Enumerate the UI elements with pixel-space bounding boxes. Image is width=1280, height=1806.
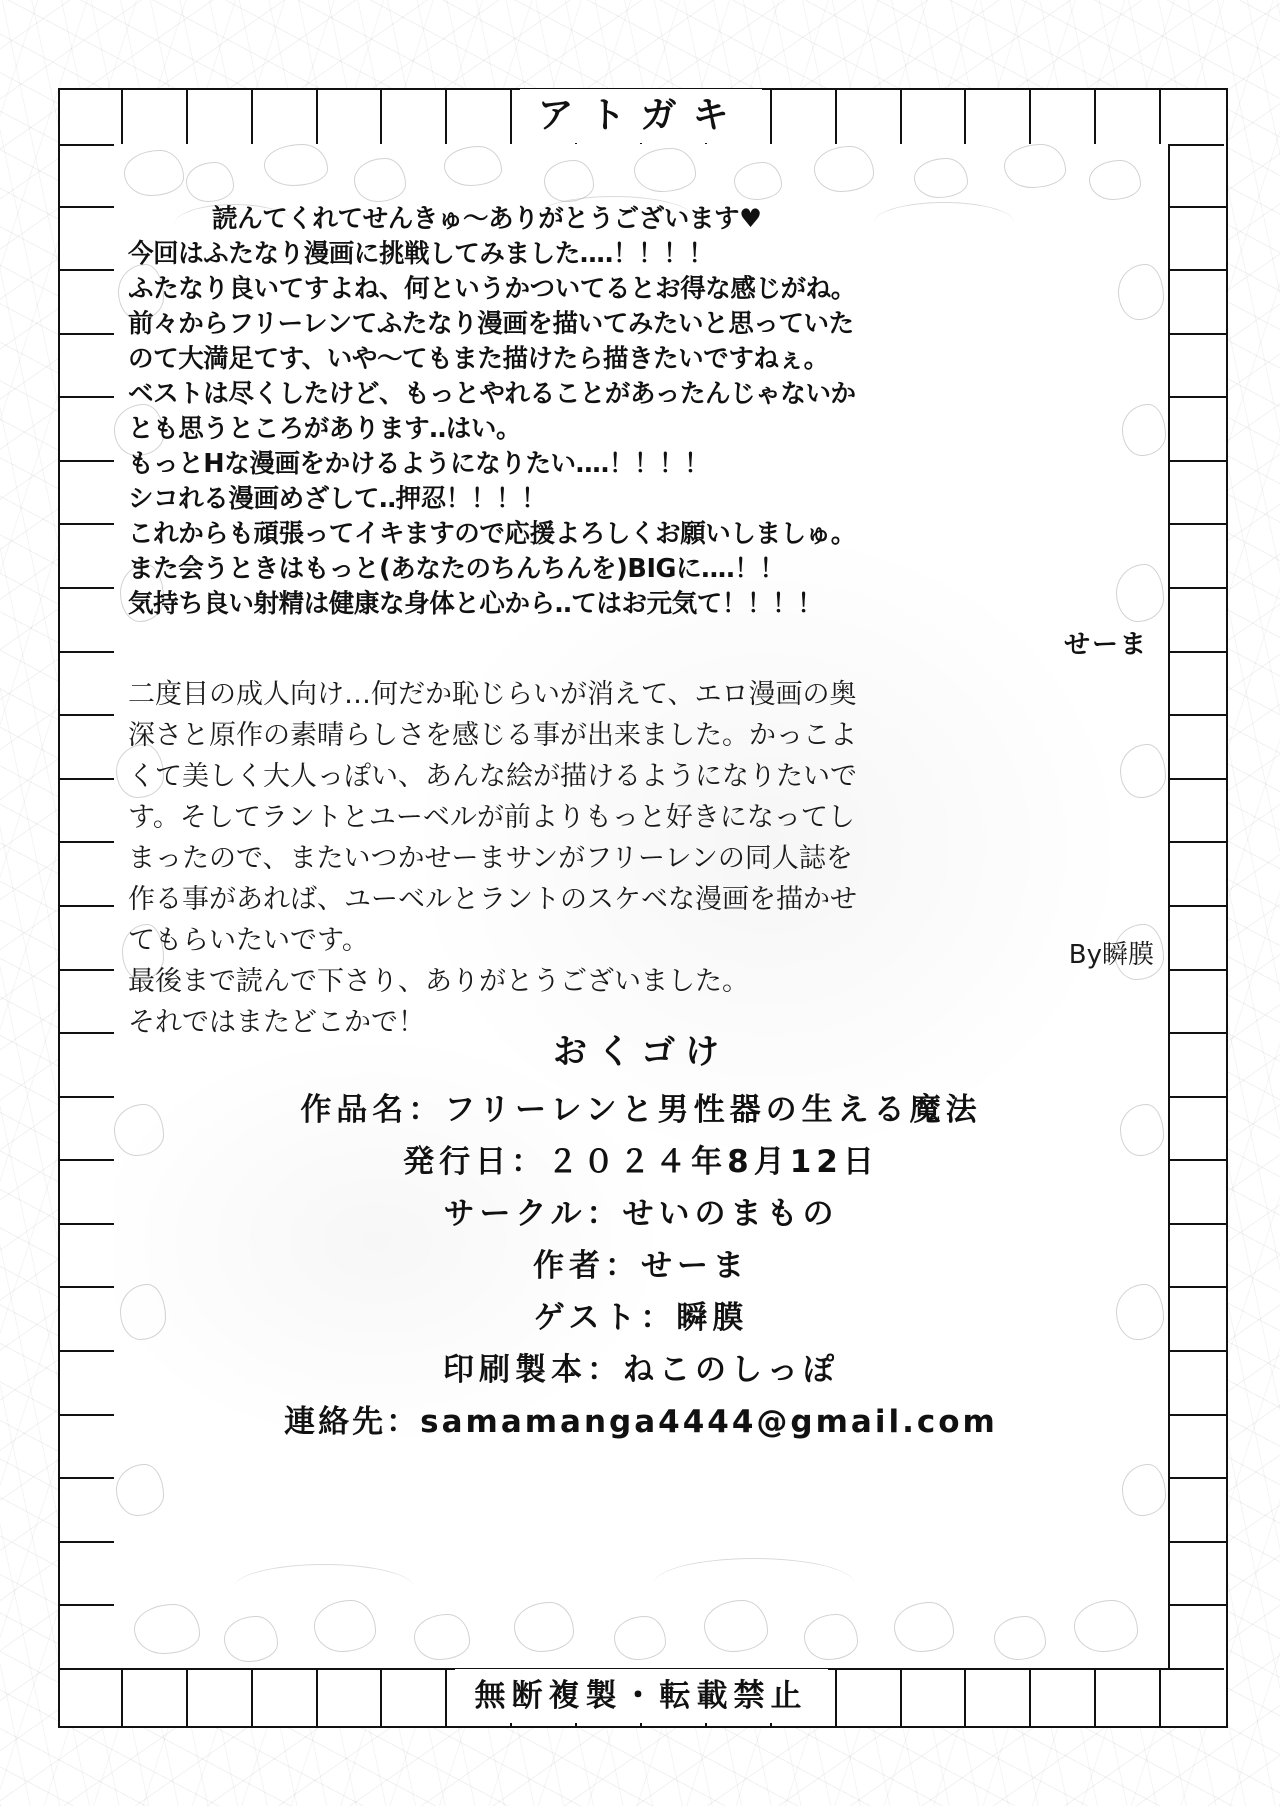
afterword-line: シコれる漫画めざして‥押忍！！！！	[128, 484, 547, 514]
afterword-line: 気持ち良い射精は健康な身体と心から‥てはお元気て！！！！	[128, 589, 823, 619]
afterword-line: 作る事があれば、ユーベルとラントのスケベな漫画を描かせ	[128, 884, 857, 915]
afterword-line: くて美しく大人っぽい、あんな絵が描けるようになりたいで	[128, 761, 857, 792]
afterword-line: とも思うところがあります‥はい。	[128, 414, 522, 444]
afterword-guest-text	[128, 674, 1148, 1043]
afterword-line: 最後まで読んで下さり、ありがとうございました。	[128, 966, 749, 997]
afterword-line: 前々からフリーレンてふたなり漫画を描いてみたいと思っていた	[128, 309, 854, 339]
colophon-row-printer: 印刷製本：ねこのしっぽ	[443, 1352, 839, 1388]
afterword-line: 深さと原作の素晴らしさを感じる事が出来ました。かっこよ	[128, 720, 857, 751]
afterword-line: それではまたどこかで！	[128, 1007, 425, 1038]
afterword-guest-signature: By瞬膜	[1068, 940, 1154, 970]
colophon-heading: おくゴけ	[553, 1032, 729, 1072]
right-comb-border	[1168, 144, 1226, 1668]
afterword-line: まったので、またいつかせーまサンがフリーレンの同人誌を	[128, 843, 853, 874]
colophon-row-circle: サークル：せいのまもの	[443, 1196, 839, 1232]
colophon-row-guest: ゲスト：瞬膜	[533, 1300, 749, 1336]
afterword-line: 今回はふたなり漫画に挑戦してみました‥‥！！！！	[128, 239, 714, 269]
colophon-row-date: 発行日：２０２４年8月12日	[403, 1144, 879, 1180]
afterword-line: これからも頑張ってイキますので応援よろしくお願いしましゅ。	[128, 519, 856, 549]
afterword-line: ふたなり良いてすよね、何というかついてるとお得な感じがね。	[128, 274, 856, 304]
afterword-line: す。そしてラントとユーベルが前よりもっと好きになってし	[128, 802, 855, 833]
page-title	[58, 88, 1224, 144]
left-comb-border	[58, 144, 116, 1668]
afterword-author-signature: せーま	[1063, 630, 1148, 660]
copyright-notice	[58, 1668, 1224, 1724]
colophon-row-author: 作者：せーま	[533, 1248, 749, 1284]
page-title-text: アトガキ	[520, 89, 763, 143]
afterword-line: 読んてくれてせんきゅ～ありがとうございます♥	[212, 204, 762, 234]
afterword-author-text	[128, 202, 1148, 622]
afterword-line: もっとHな漫画をかけるようになりたい‥‥！！！！	[128, 449, 710, 479]
colophon-list	[114, 1084, 1168, 1448]
content-area	[114, 144, 1168, 1668]
afterword-line: てもらいたいです。	[128, 925, 369, 956]
afterword-line: ベストは尽くしたけど、もっとやれることがあったんじゃないか	[128, 379, 856, 409]
copyright-notice-text: 無断複製・転載禁止	[455, 1669, 828, 1723]
afterword-line: 二度目の成人向け…何だか恥じらいが消えて、エロ漫画の奥	[128, 679, 857, 710]
afterword-line: また会うときはもっと(あなたのちんちんを)BIGに‥‥！！	[128, 554, 785, 584]
colophon-row-contact: 連絡先：samamanga4444@gmail.com	[284, 1404, 998, 1440]
afterword-line: のて大満足てす、いや～てもまた描けたら描きたいですねぇ。	[128, 344, 829, 374]
colophon-row-title: 作品名：フリーレンと男性器の生える魔法	[300, 1092, 982, 1128]
